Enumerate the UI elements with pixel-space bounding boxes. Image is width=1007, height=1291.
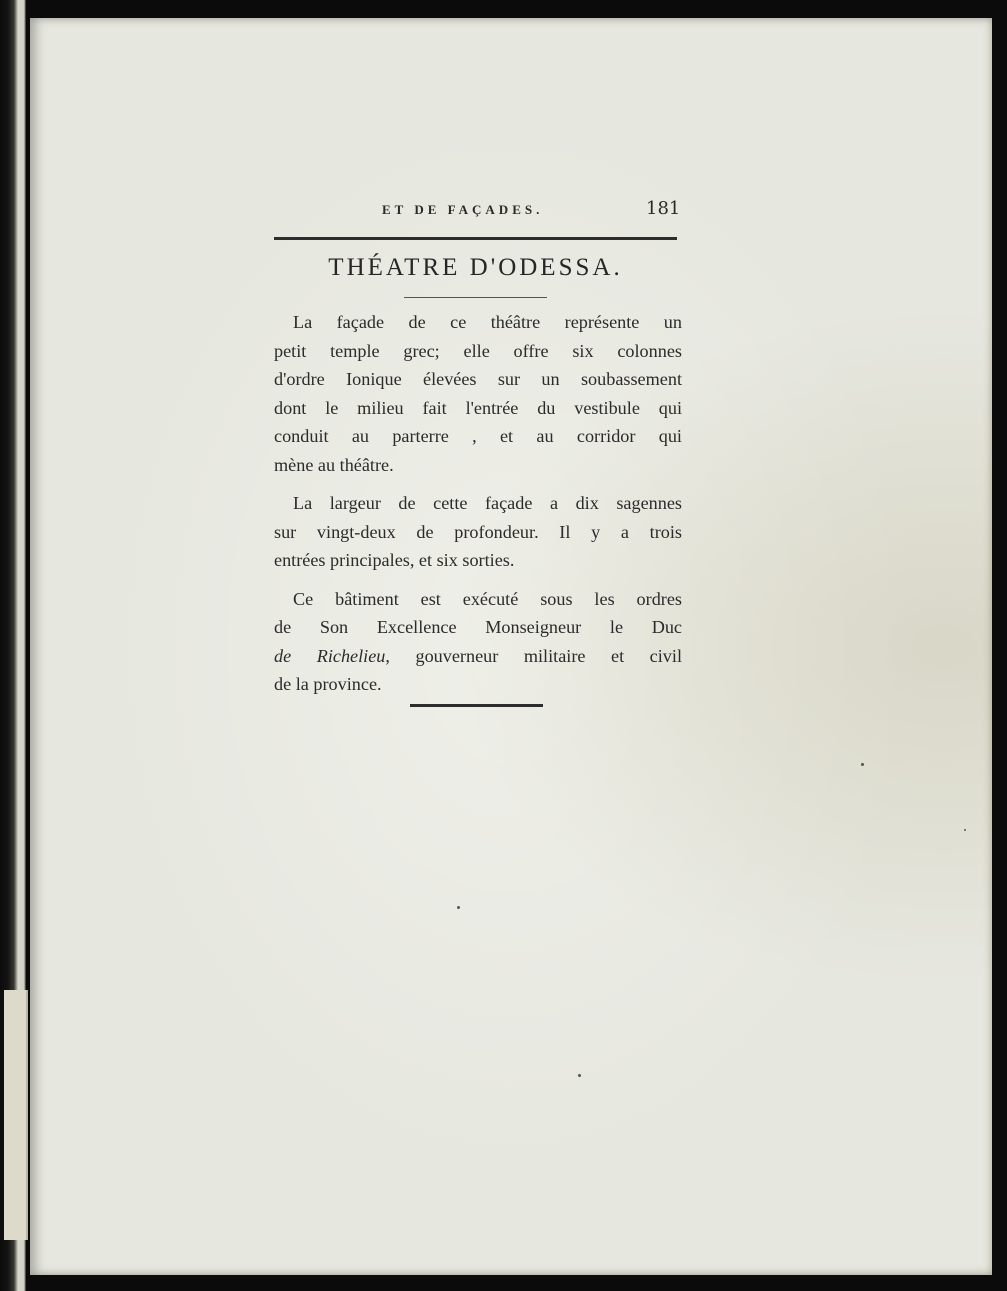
paragraph-2: [274, 489, 682, 575]
paragraph-3: [274, 585, 682, 699]
text-line: dont le milieu fait l'entrée du vestibule qui: [274, 397, 682, 418]
body-text: [274, 308, 682, 709]
italic-name: de Richelieu: [274, 645, 386, 666]
paper-speck: [578, 1074, 581, 1077]
running-head: [30, 198, 992, 228]
text-line: d'ordre Ionique élevées sur un soubassement: [274, 369, 682, 389]
text-line: La largeur de cette façade a dix sagennes: [293, 493, 682, 513]
header-rule: [274, 237, 677, 240]
text-line: sur vingt-deux de profondeur. Il y a trois: [274, 521, 682, 542]
paper-speck: [964, 829, 966, 831]
paper-speck: [861, 763, 864, 766]
text-line-with-name: [274, 642, 682, 671]
paragraph-1: [274, 308, 682, 479]
text-line: de la province.: [274, 674, 382, 694]
text-line: de Son Excellence Monseigneur le Duc: [274, 617, 682, 637]
running-title: ET DE FAÇADES.: [382, 202, 544, 217]
text-line: La façade de ce théâtre représente un: [293, 312, 682, 332]
text-line: Ce bâtiment est exécuté sous les ordres: [293, 588, 682, 609]
text-line: conduit au parterre , et au corridor qui: [274, 426, 682, 446]
text-line: petit temple grec; elle offre six colonnes: [274, 340, 682, 361]
text-line: entrées principales, et six sorties.: [274, 550, 515, 570]
end-rule: [410, 704, 543, 707]
text-line: mène au théâtre.: [274, 454, 394, 475]
torn-paper-edge: [4, 990, 28, 1240]
page-number: 181: [646, 198, 681, 219]
paper-speck: [457, 906, 460, 909]
text-fragment: , gouverneur militaire et civil: [385, 645, 682, 666]
title-underline: [404, 297, 547, 298]
page-sheet: [30, 18, 992, 1275]
chapter-title: THÉATRE D'ODESSA.: [328, 254, 623, 281]
